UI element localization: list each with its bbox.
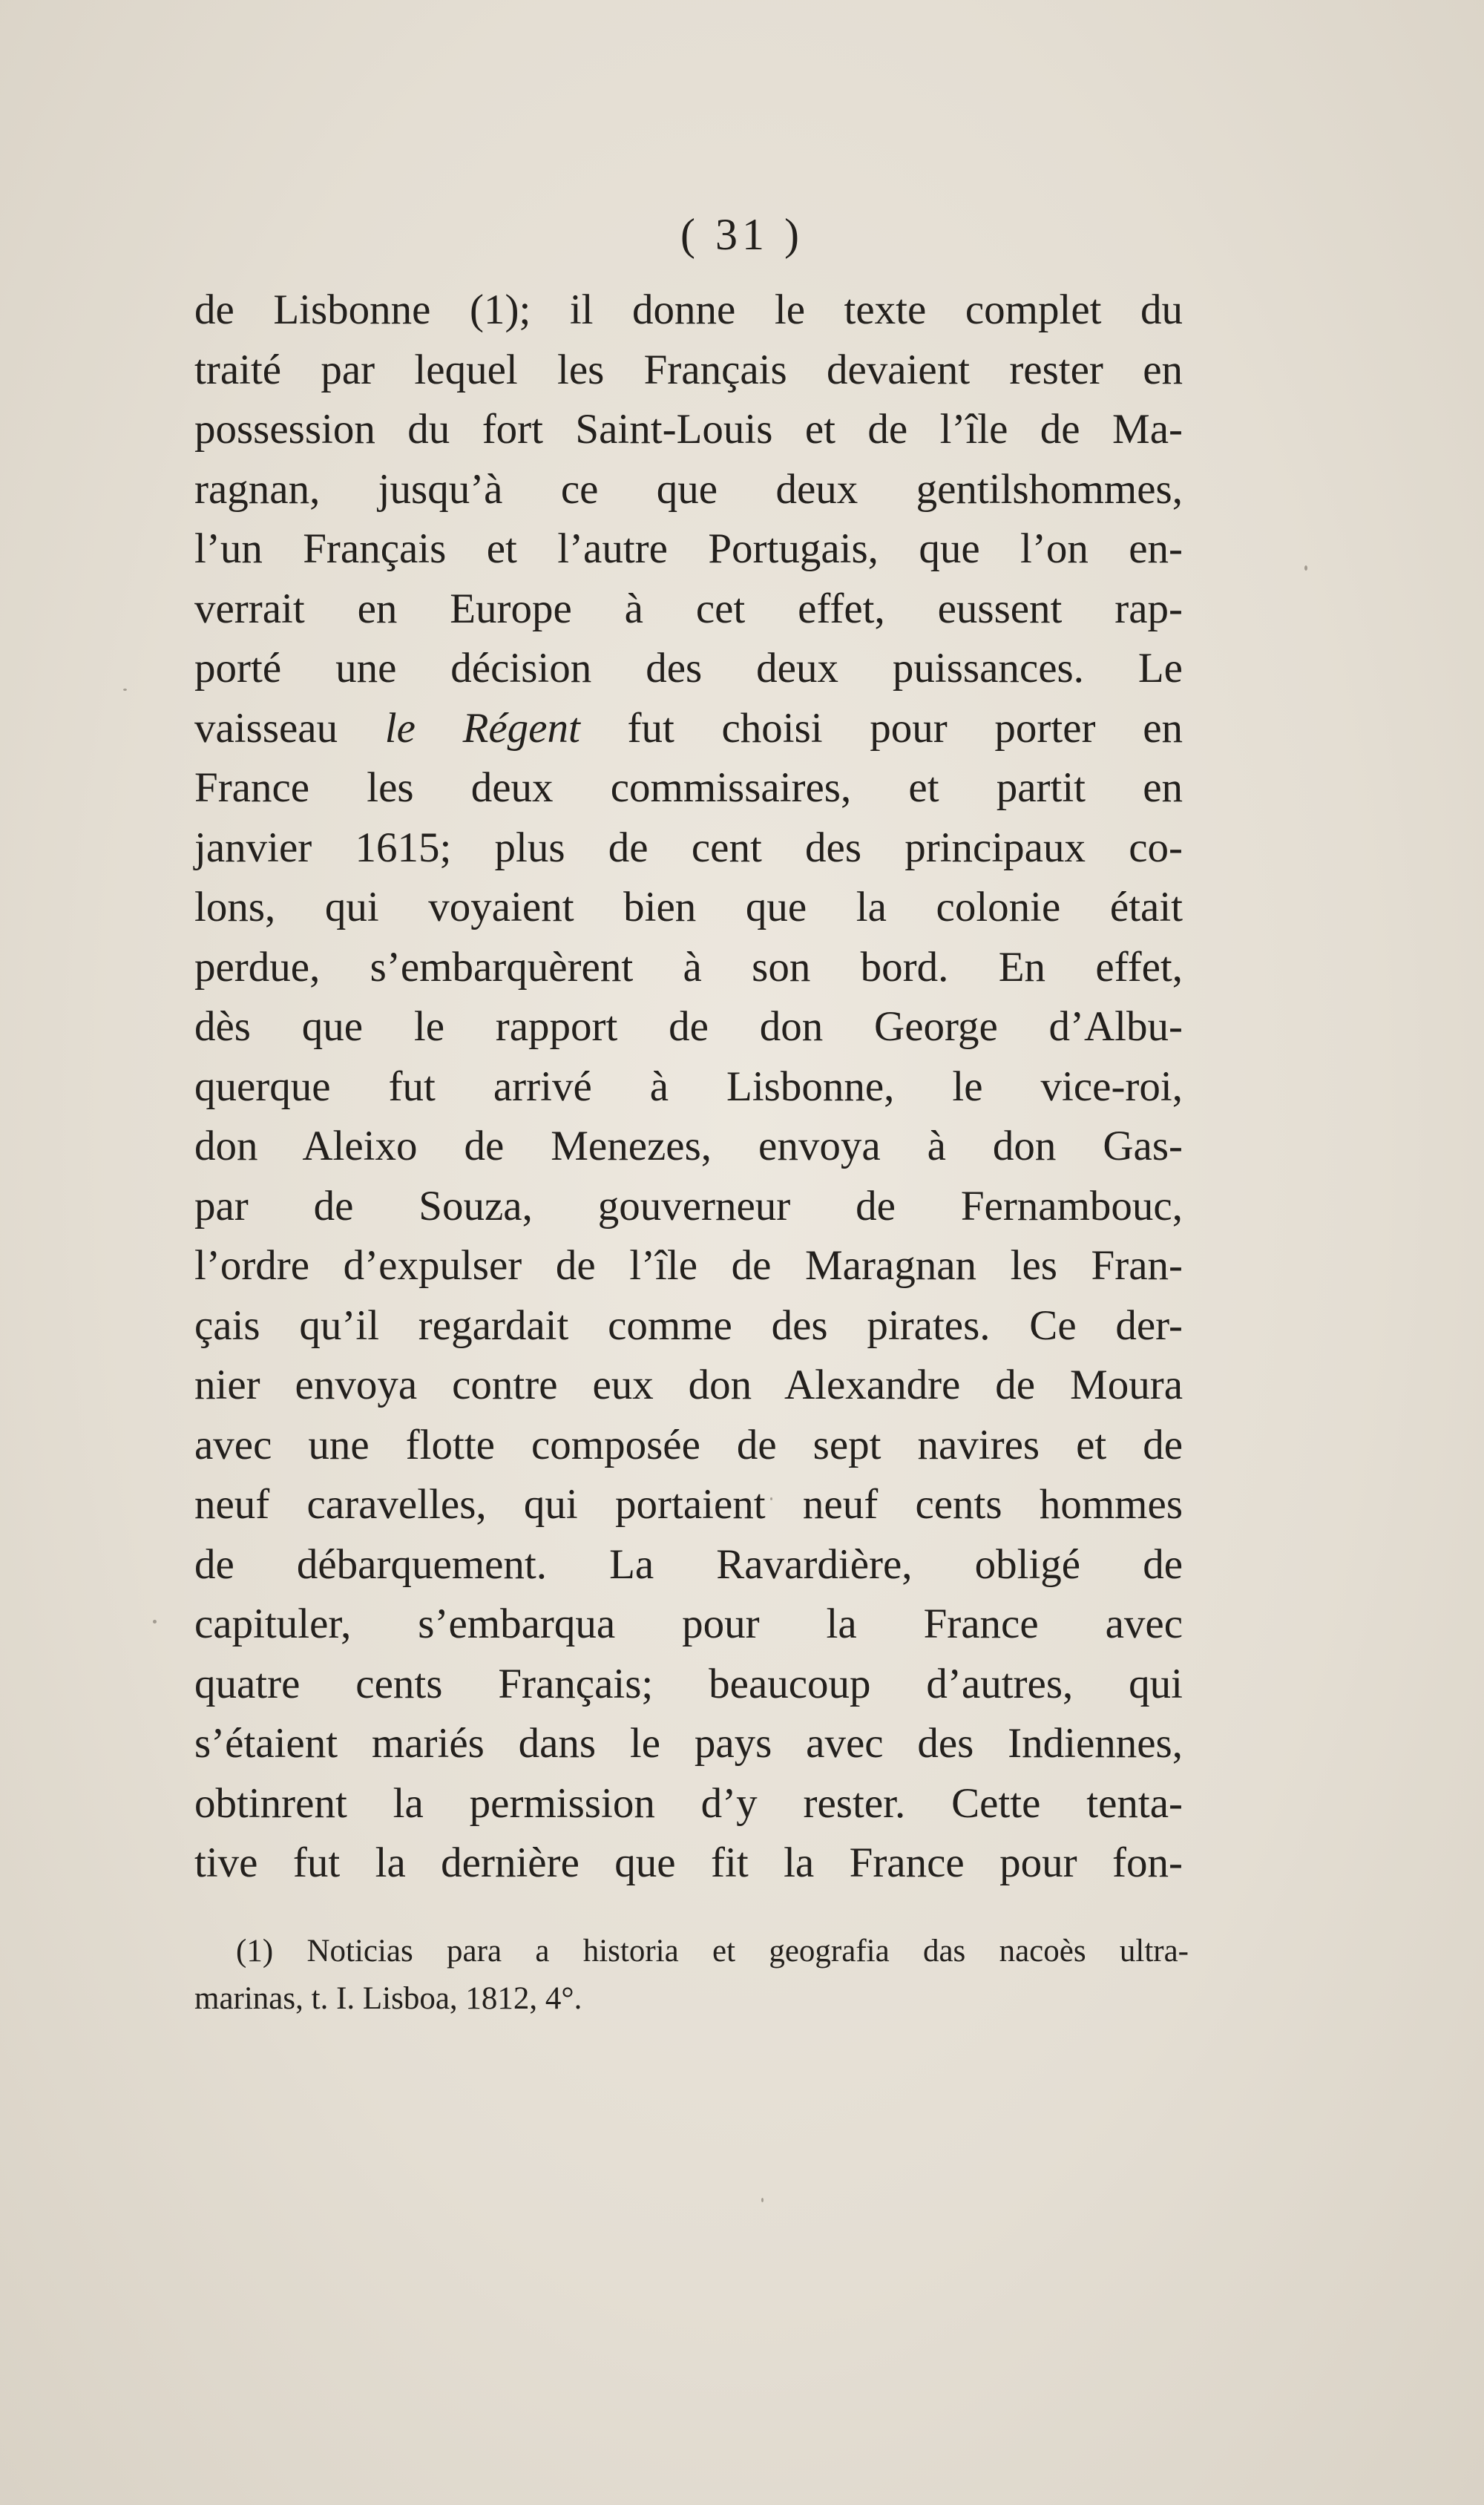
ship-name-italic: le Régent: [384, 704, 580, 752]
main-text: [194, 280, 1183, 1894]
text-line: querque fut arrivé à Lisbonne, le vice-roi,: [194, 1063, 1183, 1110]
text-line: çais qu’il regardait comme des pirates. Ce der-: [194, 1301, 1183, 1349]
text-line: s’étaient mariés dans le pays avec des Indiennes,: [194, 1720, 1183, 1767]
text-line: nier envoya contre eux don Alexandre de Moura: [194, 1362, 1183, 1408]
footnote-line: (1) Noticias para a historia et geografia das nacoès ultra-: [236, 1934, 1189, 1969]
text-fragment: vaisseau: [194, 704, 385, 752]
text-line: lons, qui voyaient bien que la colonie était: [194, 884, 1183, 930]
text-line: l’un Français et l’autre Portugais, que l’on en-: [194, 525, 1183, 572]
paper-speck: [1304, 565, 1307, 571]
text-line: possession du fort Saint-Louis et de l’île de Ma-: [194, 406, 1183, 453]
text-line: quatre cents Français; beaucoup d’autres, qui: [194, 1660, 1183, 1707]
text-line: capituler, s’embarqua pour la France avec: [194, 1600, 1183, 1647]
text-line: neuf caravelles, qui portaient neuf cents hommes: [194, 1481, 1183, 1528]
paper-speck: [761, 2198, 764, 2202]
text-line: don Aleixo de Menezes, envoya à don Gas-: [194, 1123, 1183, 1169]
text-fragment: fut choisi pour porter en: [580, 704, 1183, 752]
footnote: [194, 1928, 1189, 2023]
text-line: dès que le rapport de don George d’Albu-: [194, 1003, 1183, 1050]
paper-speck: [123, 689, 127, 691]
text-line: porté une décision des deux puissances. Le: [194, 645, 1183, 692]
text-line: avec une flotte composée de sept navires et de: [194, 1421, 1183, 1468]
text-line: obtinrent la permission d’y rester. Cette tenta-: [194, 1779, 1183, 1827]
text-line: tive fut la dernière que fit la France pour fon-: [194, 1839, 1183, 1886]
text-line: France les deux commissaires, et partit en: [194, 764, 1183, 811]
text-line: janvier 1615; plus de cent des principaux co-: [194, 824, 1183, 871]
text-line-with-italic: [194, 699, 1183, 759]
text-line: par de Souza, gouverneur de Fernambouc,: [194, 1182, 1183, 1229]
footnote-line: marinas, t. I. Lisboa, 1812, 4°.: [194, 1981, 582, 2016]
page-number: ( 31 ): [680, 210, 804, 259]
text-line: l’ordre d’expulser de l’île de Maragnan les Fran-: [194, 1242, 1183, 1289]
text-line: traité par lequel les Français devaient rester en: [194, 346, 1183, 393]
text-line: ragnan, jusqu’à ce que deux gentilshommes,: [194, 465, 1183, 513]
paper-speck: [153, 1620, 157, 1624]
text-line: de débarquement. La Ravardière, obligé de: [194, 1540, 1183, 1588]
text-line: perdue, s’embarquèrent à son bord. En effet,: [194, 943, 1183, 991]
text-line: de Lisbonne (1); il donne le texte complet du: [194, 286, 1183, 333]
text-line: verrait en Europe à cet effet, eussent rap-: [194, 585, 1183, 632]
